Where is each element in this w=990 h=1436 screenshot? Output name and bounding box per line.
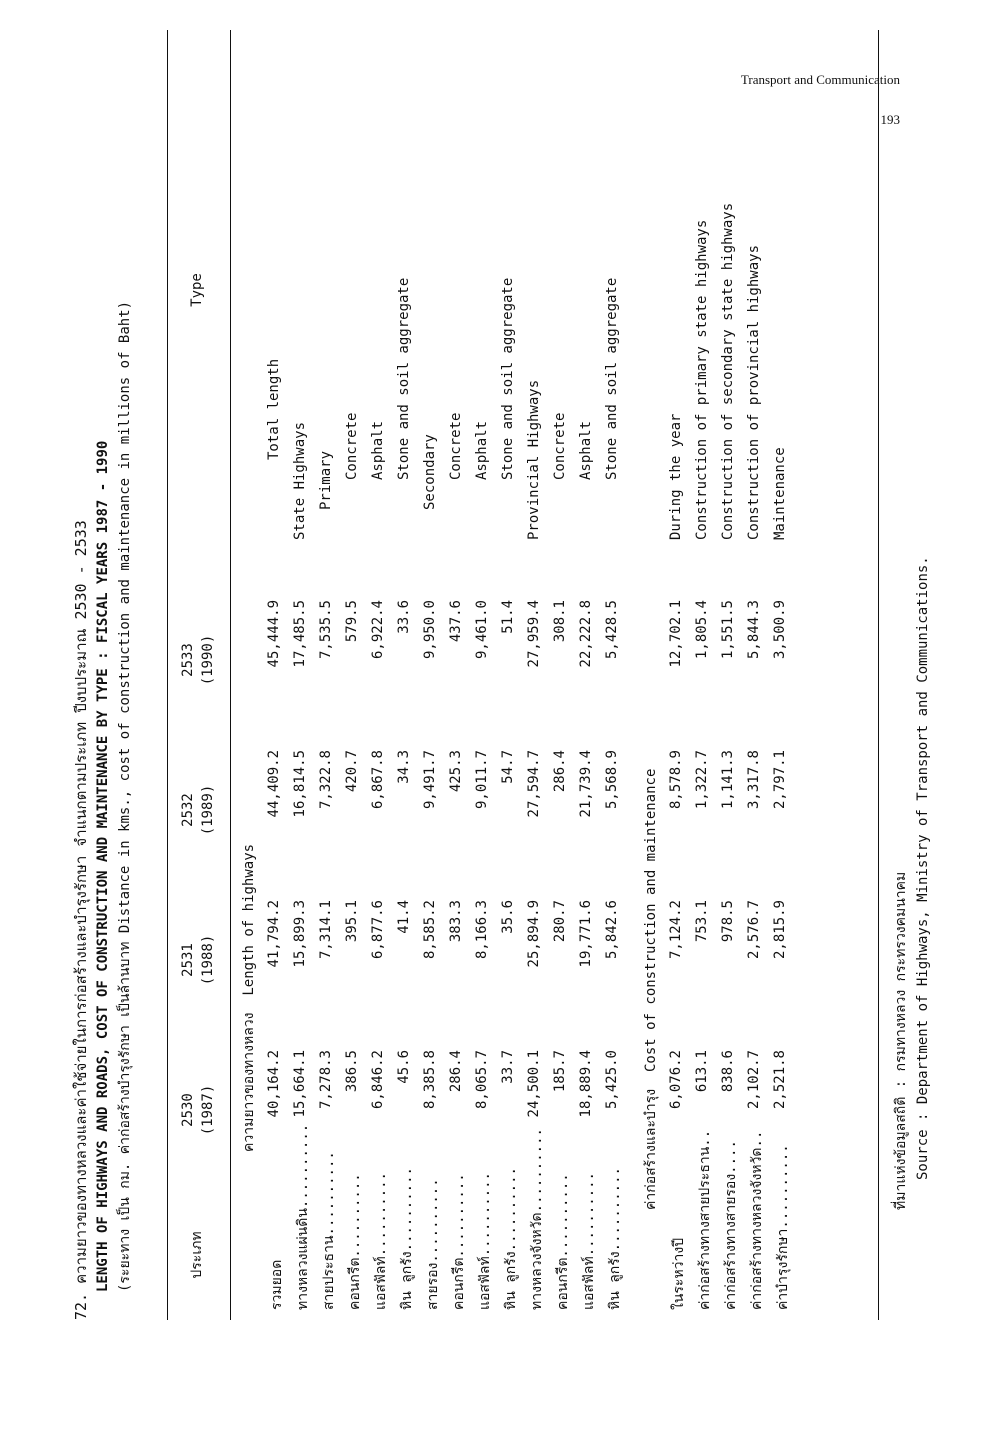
table-row xyxy=(448,30,474,1320)
unit-note: (ระยะทาง เป็น กม. ค่าก่อสร้างบำรุงรักษา เป็นล้านบาท Distance in kms., cost of construction and maintenance in millions of Baht) xyxy=(117,300,133,1292)
col-year-ce: (1988) xyxy=(200,934,216,986)
row-value: 1,141.3 xyxy=(720,750,736,810)
row-value: 7,278.3 xyxy=(318,1050,334,1110)
col-header-year-1989 xyxy=(178,750,218,870)
row-label-thai: ทางหลวงแผ่นดิน.......... xyxy=(295,1123,311,1310)
table-row xyxy=(396,30,422,1320)
table-row xyxy=(604,30,630,1320)
table-row xyxy=(500,30,526,1320)
row-value: 383.3 xyxy=(448,900,464,943)
row-value: 3,500.9 xyxy=(772,600,788,660)
english-title: LENGTH OF HIGHWAYS AND ROADS, COST OF CONSTRUCTION AND MAINTENANCE BY TYPE : FISCAL YEARS 1987 - 1990 xyxy=(95,440,111,1292)
row-value: 7,535.5 xyxy=(318,600,334,660)
row-value: 8,065.7 xyxy=(474,1050,490,1110)
row-value: 44,409.2 xyxy=(266,750,282,818)
row-value: 15,899.3 xyxy=(292,900,308,968)
row-value: 6,922.4 xyxy=(370,600,386,660)
row-value: 54.7 xyxy=(500,750,516,784)
row-value: 5,842.6 xyxy=(604,900,620,960)
row-label-thai: คอนกรีต.......... xyxy=(347,1173,363,1310)
col-year-be: 2530 xyxy=(180,1093,196,1127)
row-label-thai: รวมยอด xyxy=(269,1259,285,1310)
row-label-english: Asphalt xyxy=(370,420,386,480)
row-label-thai: ค่าก่อสร้างทางหลวงจังหวัด.. xyxy=(749,1130,765,1310)
table-row xyxy=(318,30,344,1320)
thai-title: 72. ความยาวของทางหลวงและค่าใช้จ่ายในการก่อสร้างและบำรุงรักษา จำแนกตามประเภท ปีงบประมาณ 2530 - 2533 xyxy=(72,520,90,1320)
col-year-be: 2533 xyxy=(180,643,196,677)
row-label-english: Stone and soil aggregate xyxy=(604,277,620,480)
length-section-label xyxy=(238,844,260,1152)
row-value: 6,846.2 xyxy=(370,1050,386,1110)
table-row xyxy=(344,30,370,1320)
row-label-thai: สายประธาน.......... xyxy=(321,1151,337,1310)
row-value: 33.6 xyxy=(396,600,412,634)
row-value: 24,500.1 xyxy=(526,1050,542,1118)
row-label-thai: คอนกรีต.......... xyxy=(555,1173,571,1310)
table-row xyxy=(552,30,578,1320)
row-value: 12,702.1 xyxy=(668,600,684,668)
row-label-english: Asphalt xyxy=(578,420,594,480)
table-row xyxy=(578,30,604,1320)
row-value: 838.6 xyxy=(720,1050,736,1093)
source-english: Source : Department of Highways, Ministry of Transport and Communications. xyxy=(915,556,931,1180)
row-label-english: During the year xyxy=(668,413,684,540)
row-value: 7,322.8 xyxy=(318,750,334,810)
table-row xyxy=(746,30,772,1320)
row-label-english: Maintenance xyxy=(772,447,788,540)
row-label-thai: หิน ลูกรัง.......... xyxy=(607,1167,623,1310)
row-value: 15,664.1 xyxy=(292,1050,308,1118)
col-year-ce: (1987) xyxy=(200,1084,216,1136)
row-label-thai: สายรอง.......... xyxy=(425,1178,441,1310)
row-label-english: Provincial Highways xyxy=(526,379,542,540)
cost-section-english: Cost of construction and maintenance xyxy=(643,768,659,1073)
col-header-year-1988 xyxy=(178,900,218,1020)
row-value: 1,322.7 xyxy=(694,750,710,810)
row-label-thai: ค่าก่อสร้างทางสายประธาน.. xyxy=(697,1129,713,1310)
row-label-thai: หิน ลูกรัง.......... xyxy=(399,1167,415,1310)
rotated-table xyxy=(70,30,970,1320)
row-value: 6,867.8 xyxy=(370,750,386,810)
row-value: 613.1 xyxy=(694,1050,710,1093)
row-value: 8,585.2 xyxy=(422,900,438,960)
col-header-type: Type xyxy=(189,273,205,307)
row-value: 579.5 xyxy=(344,600,360,643)
row-value: 2,815.9 xyxy=(772,900,788,960)
row-value: 2,521.8 xyxy=(772,1050,788,1110)
row-value: 19,771.6 xyxy=(578,900,594,968)
row-value: 308.1 xyxy=(552,600,568,643)
row-label-thai: หิน ลูกรัง.......... xyxy=(503,1167,519,1310)
row-value: 6,076.2 xyxy=(668,1050,684,1110)
row-value: 9,461.0 xyxy=(474,600,490,660)
row-label-english: Total length xyxy=(266,358,282,460)
row-value: 6,877.6 xyxy=(370,900,386,960)
row-value: 5,844.3 xyxy=(746,600,762,660)
row-value: 280.7 xyxy=(552,900,568,943)
table-row xyxy=(694,30,720,1320)
row-value: 5,568.9 xyxy=(604,750,620,810)
row-value: 753.1 xyxy=(694,900,710,943)
row-value: 2,797.1 xyxy=(772,750,788,810)
row-value: 8,578.9 xyxy=(668,750,684,810)
row-value: 17,485.5 xyxy=(292,600,308,668)
table-row xyxy=(370,30,396,1320)
cost-section-thai: ค่าก่อสร้างและบำรุง xyxy=(643,1088,659,1210)
row-value: 34.3 xyxy=(396,750,412,784)
row-value: 8,385.8 xyxy=(422,1050,438,1110)
row-value: 185.7 xyxy=(552,1050,568,1093)
row-value: 33.7 xyxy=(500,1050,516,1084)
row-label-english: Primary xyxy=(318,450,334,510)
row-label-thai: แอสฟัลท์.......... xyxy=(477,1172,493,1310)
row-label-thai: ค่าก่อสร้างทางสายรอง.... xyxy=(723,1140,739,1310)
row-value: 40,164.2 xyxy=(266,1050,282,1118)
row-value: 425.3 xyxy=(448,750,464,793)
source-thai: ที่มาแห่งข้อมูลสถิติ : กรมทางหลวง กระทรวงคมนาคม xyxy=(893,871,909,1210)
row-label-thai: คอนกรีต.......... xyxy=(451,1173,467,1310)
row-label-thai: ทางหลวงจังหวัด.......... xyxy=(529,1128,545,1310)
row-value: 35.6 xyxy=(500,900,516,934)
row-label-english: Concrete xyxy=(552,412,568,480)
row-label-english: Stone and soil aggregate xyxy=(396,277,412,480)
row-value: 437.6 xyxy=(448,600,464,643)
top-rule xyxy=(167,30,168,1320)
row-label-english: Concrete xyxy=(448,412,464,480)
row-label-thai: ในระหว่างปี xyxy=(671,1237,687,1310)
row-label-english: Asphalt xyxy=(474,420,490,480)
row-value: 25,894.9 xyxy=(526,900,542,968)
row-value: 286.4 xyxy=(448,1050,464,1093)
row-value: 45,444.9 xyxy=(266,600,282,668)
row-label-thai: แอสฟัลท์.......... xyxy=(373,1172,389,1310)
row-value: 21,739.4 xyxy=(578,750,594,818)
col-year-ce: (1990) xyxy=(200,634,216,686)
cost-section-label xyxy=(640,769,662,1210)
table-row xyxy=(772,30,798,1320)
row-value: 45.6 xyxy=(396,1050,412,1084)
row-value: 2,102.7 xyxy=(746,1050,762,1110)
row-value: 7,124.2 xyxy=(668,900,684,960)
table-row xyxy=(526,30,552,1320)
row-value: 18,889.4 xyxy=(578,1050,594,1118)
table-row xyxy=(474,30,500,1320)
row-value: 1,551.5 xyxy=(720,600,736,660)
row-label-english: Secondary xyxy=(422,434,438,510)
row-value: 41,794.2 xyxy=(266,900,282,968)
row-label-english: State Highways xyxy=(292,421,308,540)
col-year-be: 2531 xyxy=(180,943,196,977)
table-row xyxy=(292,30,318,1320)
row-label-english: Construction of primary state highways xyxy=(694,219,710,540)
header-rule xyxy=(230,30,231,1320)
row-value: 9,011.7 xyxy=(474,750,490,810)
row-label-english: Construction of secondary state highways xyxy=(720,202,736,540)
row-value: 1,805.4 xyxy=(694,600,710,660)
table-row xyxy=(266,30,292,1320)
row-value: 386.5 xyxy=(344,1050,360,1093)
length-section-thai: ความยาวของทางหลวง xyxy=(241,1012,257,1152)
row-value: 9,950.0 xyxy=(422,600,438,660)
section-name: Transport and Communication xyxy=(740,72,900,87)
row-value: 395.1 xyxy=(344,900,360,943)
row-label-english: Construction of provincial highways xyxy=(746,244,762,540)
col-header-year-1990 xyxy=(178,600,218,720)
row-value: 8,166.3 xyxy=(474,900,490,960)
row-value: 7,314.1 xyxy=(318,900,334,960)
row-value: 51.4 xyxy=(500,600,516,634)
bottom-rule xyxy=(878,30,879,1320)
col-header-year-1987 xyxy=(178,1050,218,1170)
length-section-english: Length of highways xyxy=(241,843,257,996)
row-value: 9,491.7 xyxy=(422,750,438,810)
row-value: 5,428.5 xyxy=(604,600,620,660)
col-header-thai-type: ประเภท xyxy=(189,1231,205,1279)
page-number: 193 xyxy=(880,112,900,127)
row-label-thai: แอสฟัลท์.......... xyxy=(581,1172,597,1310)
row-label-english: Concrete xyxy=(344,412,360,480)
row-value: 978.5 xyxy=(720,900,736,943)
row-value: 420.7 xyxy=(344,750,360,793)
row-value: 27,959.4 xyxy=(526,600,542,668)
title-block xyxy=(70,30,136,1320)
row-value: 16,814.5 xyxy=(292,750,308,818)
row-value: 2,576.7 xyxy=(746,900,762,960)
table-row xyxy=(720,30,746,1320)
row-label-thai: ค่าบำรุงรักษา.......... xyxy=(775,1144,791,1310)
col-year-ce: (1989) xyxy=(200,784,216,836)
table-row xyxy=(422,30,448,1320)
row-value: 3,317.8 xyxy=(746,750,762,810)
row-value: 22,222.8 xyxy=(578,600,594,668)
row-value: 27,594.7 xyxy=(526,750,542,818)
row-label-english: Stone and soil aggregate xyxy=(500,277,516,480)
row-value: 5,425.0 xyxy=(604,1050,620,1110)
row-value: 286.4 xyxy=(552,750,568,793)
row-value: 41.4 xyxy=(396,900,412,934)
table-row xyxy=(668,30,694,1320)
col-year-be: 2532 xyxy=(180,793,196,827)
